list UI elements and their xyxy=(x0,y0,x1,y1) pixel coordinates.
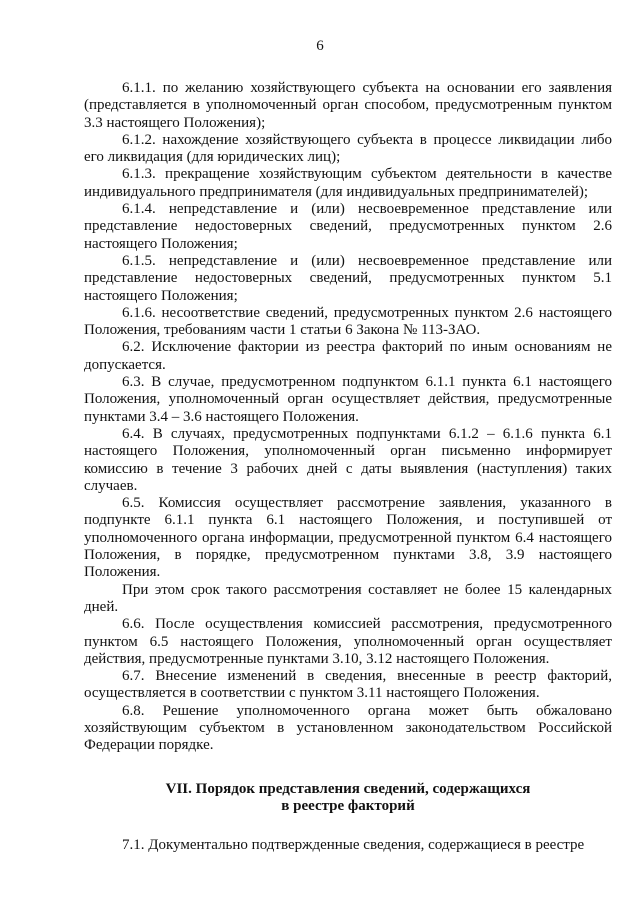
paragraph-6-7: 6.7. Внесение изменений в сведения, внесенные в реестр факторий, осуществляется в соответствии с пунктом 3.11 настоящего Положения. xyxy=(84,668,612,702)
paragraph-6-5: 6.5. Комиссия осуществляет рассмотрение заявления, указанного в подпункте 6.1.1 пункта 6.1 настоящего Положения, и поступившей от уполномоченного органа информации, предусмотренной пунктом 6.4 настоящего Положения, в порядке, предусмотренном пунктами 3.8, 3.9 настоящего Положения. xyxy=(84,495,612,581)
page-number: 6 xyxy=(316,38,324,54)
document-body xyxy=(84,80,612,854)
paragraph-7-1: 7.1. Документально подтвержденные сведения, содержащиеся в реестре xyxy=(122,837,585,854)
paragraph-6-5-term: При этом срок такого рассмотрения составляет не более 15 календарных дней. xyxy=(84,581,612,615)
section-heading-line1: VII. Порядок представления сведений, содержащихся xyxy=(165,780,531,797)
section-heading xyxy=(84,781,612,816)
paragraph-6-2: 6.2. Исключение фактории из реестра факторий по иным основаниям не допускается. xyxy=(84,339,612,373)
section-heading-line2: в реестре факторий xyxy=(281,797,415,814)
paragraph-6-8: 6.8. Решение уполномоченного органа может быть обжаловано хозяйствующим субъектом в установленном законодательством Российской Федерации порядке. xyxy=(84,702,612,754)
paragraph-6-1-5: 6.1.5. непредставление и (или) несвоевременное представление или представление недостоверных сведений, предусмотренных пунктом 5.1 настоящего Положения; xyxy=(84,252,612,304)
paragraph-6-3: 6.3. В случае, предусмотренном подпунктом 6.1.1 пункта 6.1 настоящего Положения, уполномоченный орган осуществляет действия, предусмотренные пунктами 3.4 – 3.6 настоящего Положения. xyxy=(84,374,612,425)
paragraph-6-1-6: 6.1.6. несоответствие сведений, предусмотренных пунктом 2.6 настоящего Положения, требованиям части 1 статьи 6 Закона № 113-ЗАО. xyxy=(84,304,612,339)
paragraph-6-1-2: 6.1.2. нахождение хозяйствующего субъекта в процессе ликвидации либо его ликвидация (для юридических лиц); xyxy=(84,131,612,166)
paragraph-6-4: 6.4. В случаях, предусмотренных подпунктами 6.1.2 – 6.1.6 пункта 6.1 настоящего Положения, уполномоченный орган письменно информирует комиссию в течение 3 рабочих дней с даты выявления (наступления) таких случаев. xyxy=(84,425,612,494)
paragraph-6-6: 6.6. После осуществления комиссией рассмотрения, предусмотренного пунктом 6.5 настоящего Положения, уполномоченный орган осуществляет действия, предусмотренные пунктами 3.10, 3.12 настоящего Положения. xyxy=(84,616,612,667)
paragraph-6-1-3: 6.1.3. прекращение хозяйствующим субъектом деятельности в качестве индивидуального предпринимателя (для индивидуальных предпринимателей); xyxy=(84,166,612,200)
paragraph-6-1-4: 6.1.4. непредставление и (или) несвоевременное представление или представление недостоверных сведений, предусмотренных пунктом 2.6 настоящего Положения; xyxy=(84,201,612,252)
paragraph-6-1-1: 6.1.1. по желанию хозяйствующего субъекта на основании его заявления (представляется в уполномоченный орган способом, предусмотренным пунктом 3.3 настоящего Положения); xyxy=(84,80,612,131)
